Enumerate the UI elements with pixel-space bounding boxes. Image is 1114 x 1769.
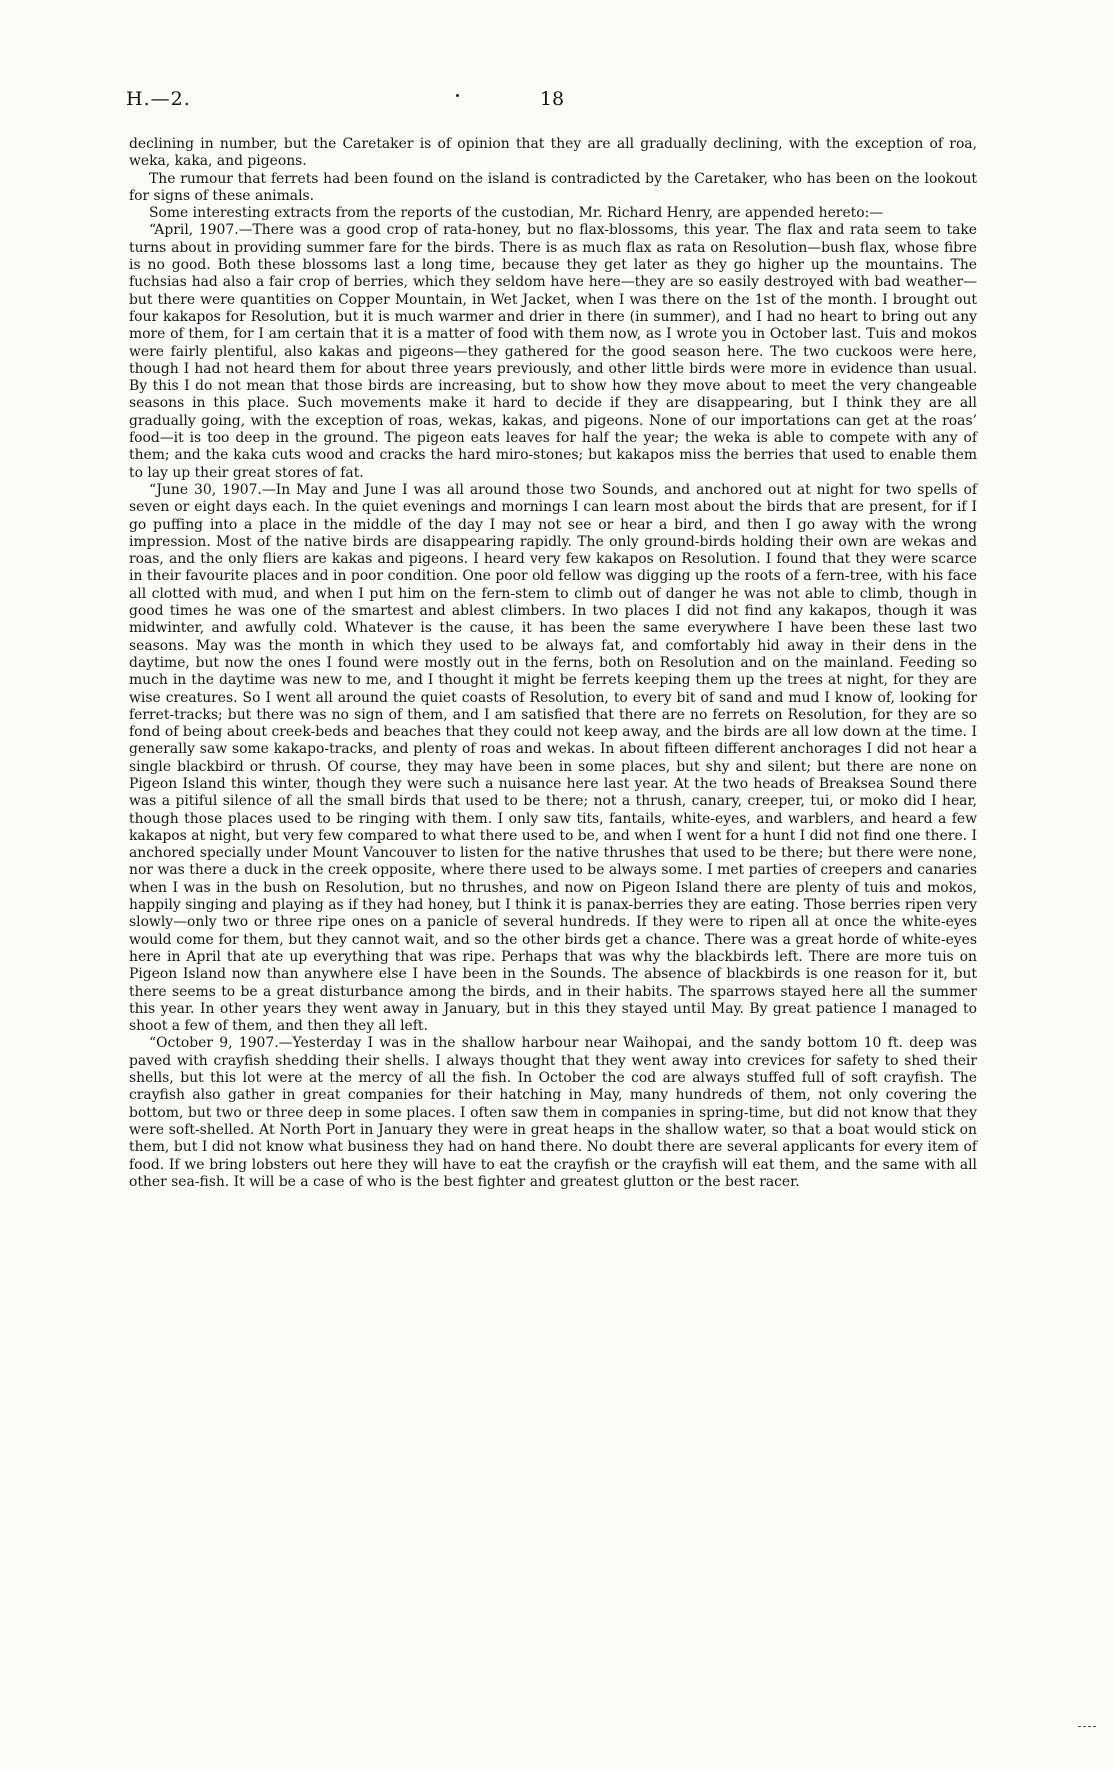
paragraph-ferret-rumour: The rumour that ferrets had been found on the island is contradicted by the Caretaker, who has been on the lookout for signs of these animals. bbox=[129, 170, 977, 204]
paragraph-june-1907: “June 30, 1907.—In May and June I was all around those two Sounds, and anchored out at night for two spells of seven or eight days each. In the quiet evenings and mornings I can learn most about the birds that are present, for if I go puffing into a place in the middle of the day I may not see or hear a bird, and then I go away with the wrong impression. Most of the native birds are disappearing rapidly. The only ground-birds holding their own are wekas and roas, and the only fliers are kakas and pigeons. I heard very few kakapos on Resolution. I found that they were scarce in their favourite places and in poor condition. One poor old fellow was digging up the roots of a fern-tree, with his face all clotted with mud, and when I put him on the fern-stem to climb out of danger he was not able to climb, though in good times he was one of the smartest and ablest climbers. In two places I did not find any kakapos, though it was midwinter, and awfully cold. Whatever is the cause, it has been the same everywhere I have been these last two seasons. May was the month in which they used to be always fat, and comfortably hid away in their dens in the daytime, but now the ones I found were mostly out in the ferns, both on Resolution and on the mainland. Feeding so much in the daytime was new to me, and I thought it might be ferrets keeping them up the trees at night, for they are wise creatures. So I went all around the quiet coasts of Resolution, to every bit of sand and mud I know of, looking for ferret-tracks; but there was no sign of them, and I am satisfied that there are no ferrets on Resolution, for they are so fond of being about creek-beds and beaches that they could not keep away, and the birds are all low down at the time. I generally saw some kakapo-tracks, and plenty of roas and wekas. In about fifteen different anchorages I did not hear a single blackbird or thrush. Of course, they may have been in some places, but shy and silent; but there are none on Pigeon Island this winter, though they were such a nuisance here last year. At the two heads of Breaksea Sound there was a pitiful silence of all the small birds that used to be there; not a thrush, canary, creeper, tui, or moko did I hear, though those places used to be ringing with them. I only saw tits, fantails, white-eyes, and warblers, and heard a few kakapos at night, but very few compared to what there used to be, and when I went for a hunt I did not find one there. I anchored specially under Mount Vancouver to listen for the native thrushes that used to be there; but there were none, nor was there a duck in the creek opposite, where there used to be always some. I met parties of creepers and canaries when I was in the bush on Resolution, but no thrushes, and now on Pigeon Island there are plenty of tuis and mokos, happily singing and playing as if they had honey, but I think it is panax-berries they are eating. Those berries ripen very slowly—only two or three ripe ones on a panicle of several hundreds. If they were to ripen all at once the white-eyes would come for them, but they cannot wait, and so the other birds get a chance. There was a great horde of white-eyes here in April that ate up everything that was ripe. Perhaps that was why the blackbirds left. There are more tuis on Pigeon Island now than anywhere else I have been in the Sounds. The absence of blackbirds is one reason for it, but there seems to be a great disturbance among the birds, and in their habits. The sparrows stayed here all the summer this year. In other years they went away in January, but in this they stayed until May. By great patience I managed to shoot a few of them, and then they all left. bbox=[129, 481, 977, 1035]
paragraph-extracts-intro: Some interesting extracts from the reports of the custodian, Mr. Richard Henry, are appended hereto:— bbox=[149, 205, 884, 222]
page-number: 18 bbox=[539, 88, 565, 110]
paragraph-october-1907: “October 9, 1907.—Yesterday I was in the shallow harbour near Waihopai, and the sandy bottom 10 ft. deep was paved with crayfish shedding their shells. I always thought that they went away into crevices for safety to shed their shells, but this lot were at the mercy of all the fish. In October the cod are always stuffed full of soft crayfish. The crayfish also gather in great companies for their hatching in May, many hundreds of them, not only covering the bottom, but two or three deep in some places. I often saw them in companies in spring-time, but did not know that they were soft-shelled. At North Port in January they were in great heaps in the shallow water, so that a boat would stick on them, but I did not know what business they had on hand there. No doubt there are several applicants for every item of food. If we bring lobsters out here they will have to eat the crayfish or the crayfish will eat them, and the same with all other sea-fish. It will be a case of who is the best fighter and greatest glutton or the best racer. bbox=[129, 1035, 977, 1190]
series-reference: H.—2. bbox=[126, 88, 191, 110]
page-body bbox=[129, 136, 977, 1191]
paragraph-continuation: declining in number, but the Caretaker is of opinion that they are all gradually declining, with the exception of roa, weka, kaka, and pigeons. bbox=[129, 136, 977, 170]
paragraph-april-1907: “April, 1907.—There was a good crop of rata-honey, but no flax-blossoms, this year. The flax and rata seem to take turns about in providing summer fare for the birds. There is as much flax as rata on Resolution—bush flax, whose fibre is no good. Both these blossoms last a long time, because they get later as they go higher up the mountains. The fuchsias had also a fair crop of berries, which they seldom have here—they are so easily destroyed with bad weather—but there were quantities on Copper Mountain, in Wet Jacket, when I was there on the 1st of the month. I brought out four kakapos for Resolution, but it is much warmer and drier in there (in summer), and I had no heart to bring out any more of them, for I am certain that it is a matter of food with them now, as I wrote you in October last. Tuis and mokos were fairly plentiful, also kakas and pigeons—they gathered for the good season here. The two cuckoos were here, though I had not heard them for about three years previously, and other little birds were more in evidence than usual. By this I do not mean that those birds are increasing, but to show how they move about to meet the very changeable seasons in this place. Such movements make it hard to decide if they are disappearing, but I think they are all gradually going, with the exception of roas, wekas, kakas, and pigeons. None of our importations can get at the roas’ food—it is too deep in the ground. The pigeon eats leaves for half the year; the weka is able to compete with any of them; and the kaka cuts wood and cracks the hard miro-stones; but kakapos miss the berries that used to enable them to lay up their great stores of fat. bbox=[129, 222, 977, 481]
page-header bbox=[126, 88, 978, 114]
margin-mark bbox=[1078, 1726, 1096, 1728]
